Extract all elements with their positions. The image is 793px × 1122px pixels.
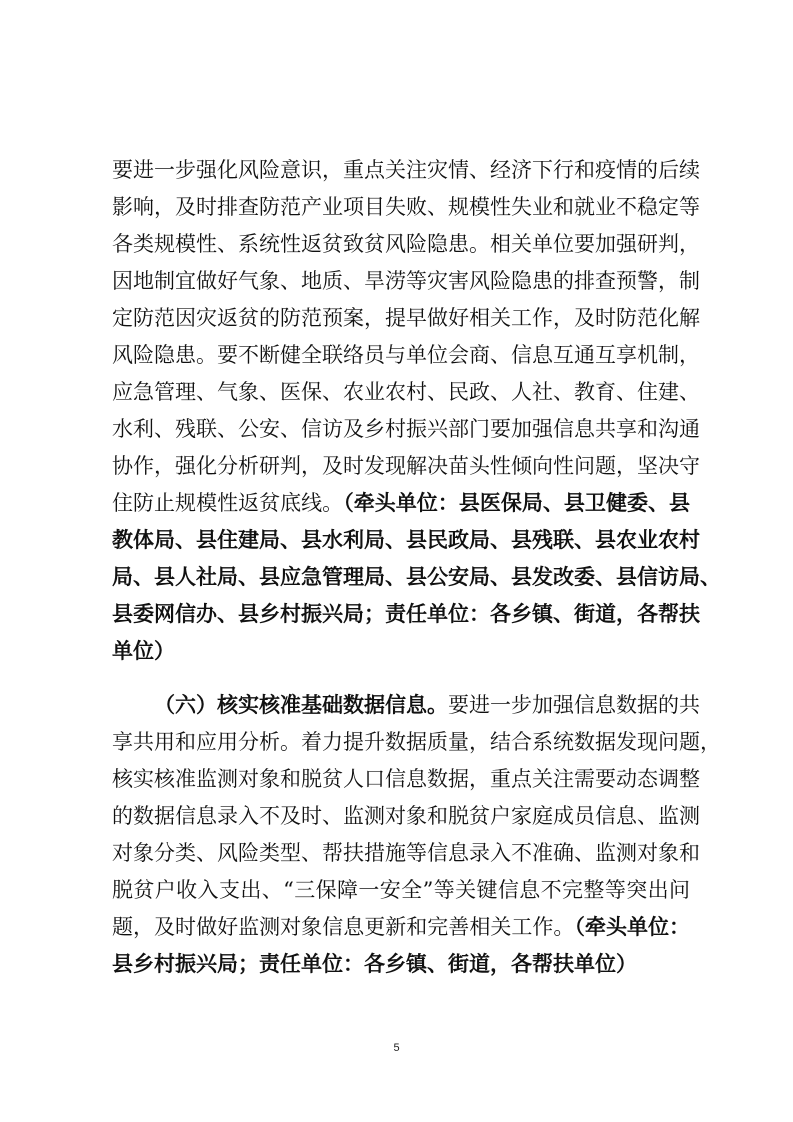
section-6-line-7 xyxy=(112,907,690,947)
section-6-line-4: 的数据信息录入不及时、监测对象和脱贫户家庭成员信息、监测 xyxy=(112,804,700,828)
paragraph1-line-6: 风险隐患。要不断健全联络员与单位会商、信息互通互享机制， xyxy=(112,343,700,367)
section-6-line-7-text: 题，及时做好监测对象信息更新和完善相关工作。 xyxy=(112,915,575,939)
section-6-first-line xyxy=(154,685,700,725)
paragraph1-line-8: 水利、残联、公安、信访及乡村振兴部门要加强信息共享和沟通 xyxy=(112,417,700,441)
section-6-line-2: 享共用和应用分析。着力提升数据质量，结合系统数据发现问题， xyxy=(112,730,721,754)
paragraph1-line-10-text: 住防止规模性返贫底线。 xyxy=(112,491,344,515)
paragraph1-line-2: 影响，及时排查防范产业项目失败、规模性失业和就业不稳定等 xyxy=(112,195,700,219)
paragraph1-line-4: 因地制宜做好气象、地质、旱涝等灾害风险隐患的排查预警，制 xyxy=(112,269,700,293)
lead-unit-label: （牵头单位：县医保局、县卫健委、县 xyxy=(343,490,690,515)
paragraph1-bold-line-3: 县委网信办、县乡村振兴局；责任单位：各乡镇、街道，各帮扶 xyxy=(112,601,700,626)
paragraph1-line-7: 应急管理、气象、医保、农业农村、民政、人社、教育、住建、 xyxy=(112,380,700,404)
section-6-heading: （六）核实核准基础数据信息。 xyxy=(154,692,448,717)
paragraph1-bold-line-1: 教体局、县住建局、县水利局、县民政局、县残联、县农业农村 xyxy=(112,527,700,552)
paragraph1-line-9: 协作，强化分析研判，及时发现解决苗头性倾向性问题，坚决守 xyxy=(112,454,700,478)
section-6-line-6: 脱贫户收入支出、“三保障一安全”等关键信息不完整等突出问 xyxy=(112,878,690,902)
section-6-line-5: 对象分类、风险类型、帮扶措施等信息录入不准确、监测对象和 xyxy=(112,841,700,865)
page-number: 5 xyxy=(393,1042,400,1054)
section-6-last-line: 县乡村振兴局；责任单位：各乡镇、街道，各帮扶单位） xyxy=(112,951,637,976)
section-6-line-3: 核实核准监测对象和脱贫人口信息数据，重点关注需要动态调整 xyxy=(112,767,700,791)
section-6-first-line-rest: 要进一步加强信息数据的共 xyxy=(448,693,700,717)
paragraph1-bold-line-2: 局、县人社局、县应急管理局、县公安局、县发改委、县信访局、 xyxy=(112,564,721,589)
paragraph1-line-10 xyxy=(112,483,690,523)
paragraph1-last-line: 单位） xyxy=(112,638,175,663)
paragraph1-line-3: 各类规模性、系统性返贫致贫风险隐患。相关单位要加强研判， xyxy=(112,232,700,256)
paragraph1-line-5: 定防范因灾返贫的防范预案，提早做好相关工作，及时防范化解 xyxy=(112,306,700,330)
section-6-lead-unit-label: （牵头单位： xyxy=(574,914,690,939)
paragraph1-line-1: 要进一步强化风险意识，重点关注灾情、经济下行和疫情的后续 xyxy=(112,158,700,182)
